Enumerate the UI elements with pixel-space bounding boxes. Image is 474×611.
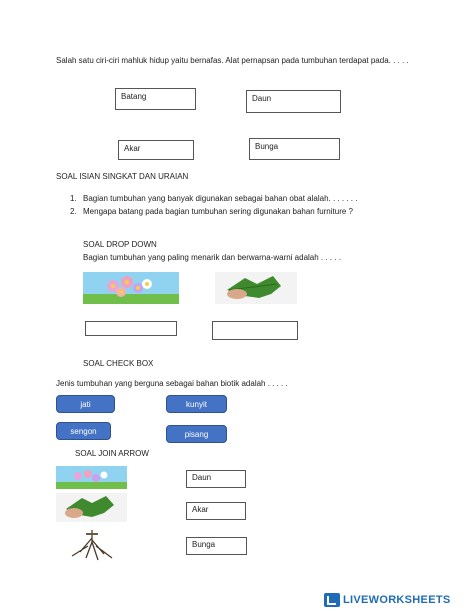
checkbox-label: kunyit [186, 399, 207, 409]
brand-name: LIVEWORKSHEETS [343, 594, 451, 606]
brand-logo [324, 593, 451, 607]
dropdown-question: Bagian tumbuhan yang paling menarik dan berwarna-warni adalah . . . . . [83, 253, 341, 262]
section-title-dropdown: SOAL DROP DOWN [83, 240, 157, 249]
answer-label: Batang [121, 92, 147, 101]
checkbox-question: Jenis tumbuhan yang berguna sebagai bahan biotik adalah . . . . . [56, 379, 288, 388]
dropdown-select-1[interactable] [85, 321, 177, 336]
flower-image-small [56, 466, 127, 489]
isian-item-text: Bagian tumbuhan yang banyak digunakan sebagai bahan obat alalah. . . . . . . [83, 194, 358, 203]
answer-box-batang[interactable] [115, 88, 196, 110]
dropdown-select-2[interactable] [212, 321, 298, 340]
checkbox-label: jati [80, 399, 91, 409]
checkbox-pisang[interactable] [166, 425, 227, 443]
leaf-image [215, 272, 297, 304]
answer-box-bunga[interactable] [249, 138, 340, 160]
liveworksheets-icon [324, 593, 340, 607]
section-title-isian: SOAL ISIAN SINGKAT DAN URAIAN [56, 172, 189, 181]
join-label: Bunga [192, 540, 216, 549]
question-multiple-choice: Salah satu ciri-ciri mahluk hidup yaitu bernafas. Alat pernapsan pada tumbuhan terdapat pada. . . . . [56, 56, 409, 65]
isian-item-text: Mengapa batang pada bagian tumbuhan sering digunakan bahan furniture ? [83, 207, 353, 216]
leaf-image-small [56, 493, 127, 522]
section-title-join: SOAL JOIN ARROW [75, 449, 149, 458]
answer-label: Akar [124, 144, 141, 153]
join-label: Daun [192, 473, 212, 482]
answer-box-daun[interactable] [246, 90, 341, 113]
checkbox-kunyit[interactable] [166, 395, 227, 413]
checkbox-label: sengon [70, 426, 97, 436]
join-target-akar[interactable] [186, 502, 246, 520]
answer-box-akar[interactable] [118, 140, 194, 160]
flower-image [83, 272, 179, 304]
join-label: Akar [192, 505, 209, 514]
isian-item-number: 1. [70, 194, 77, 203]
isian-item-number: 2. [70, 207, 77, 216]
checkbox-sengon[interactable] [56, 422, 111, 440]
root-image-small [56, 528, 127, 562]
join-target-bunga[interactable] [186, 537, 247, 555]
join-target-daun[interactable] [186, 470, 246, 488]
section-title-checkbox: SOAL CHECK BOX [83, 359, 154, 368]
answer-label: Bunga [255, 142, 279, 151]
checkbox-jati[interactable] [56, 395, 115, 413]
answer-label: Daun [252, 94, 272, 103]
checkbox-label: pisang [184, 429, 209, 439]
